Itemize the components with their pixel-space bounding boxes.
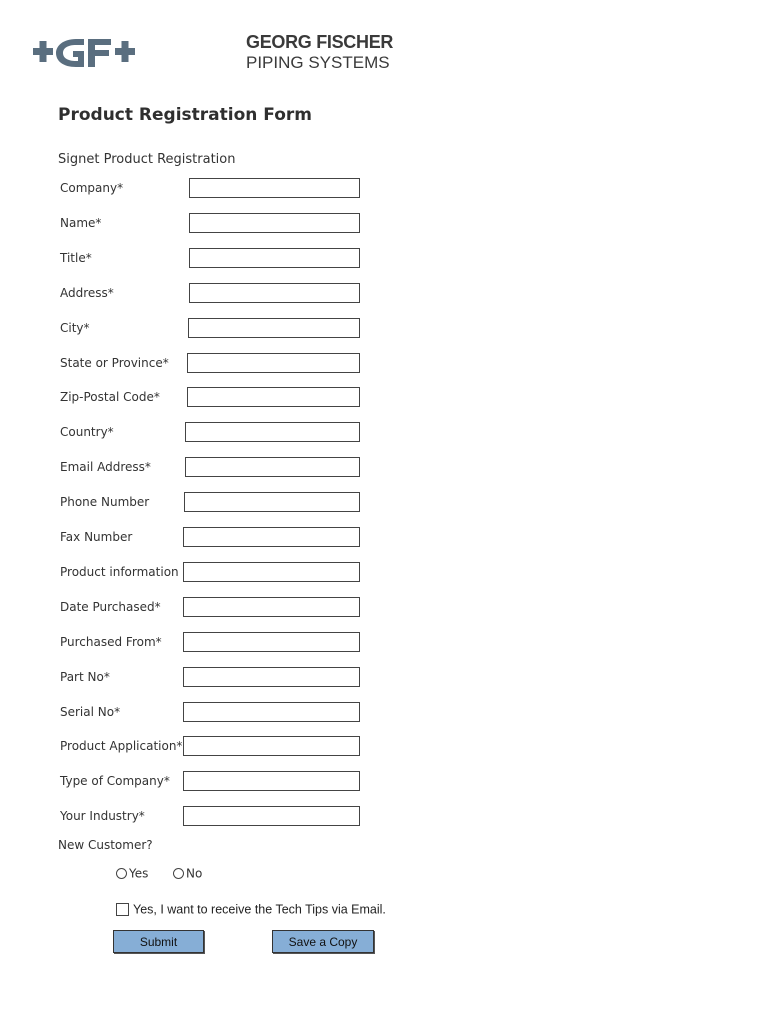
- brand-line-2: PIPING SYSTEMS: [246, 53, 390, 72]
- field-label: Serial No*: [60, 704, 121, 719]
- field-label: Date Purchased*: [60, 599, 161, 614]
- form-row: [60, 702, 360, 724]
- field-input[interactable]: [189, 283, 360, 303]
- new-customer-label: New Customer?: [58, 838, 153, 852]
- form-row: [60, 213, 360, 235]
- field-label: City*: [60, 320, 90, 335]
- field-label: Name*: [60, 215, 102, 230]
- form-row: [60, 353, 360, 375]
- field-input[interactable]: [189, 178, 360, 198]
- field-label: Type of Company*: [60, 774, 170, 789]
- form-row: [60, 318, 360, 340]
- form-row: [60, 736, 360, 758]
- radio-no-option[interactable]: [173, 863, 202, 879]
- form-row: [60, 492, 360, 514]
- form-row: [60, 422, 360, 444]
- field-input[interactable]: [183, 736, 360, 756]
- form-subtitle: Signet Product Registration: [58, 152, 236, 167]
- field-label: Product Application*: [60, 739, 183, 754]
- field-input[interactable]: [185, 422, 360, 442]
- radio-no-label: No: [186, 866, 203, 881]
- field-label: Your Industry*: [60, 809, 145, 824]
- radio-no[interactable]: [173, 868, 184, 879]
- tech-tips-checkbox[interactable]: [116, 903, 129, 916]
- form-row: [60, 248, 360, 270]
- gf-logo: [33, 33, 145, 73]
- field-label: Company*: [60, 181, 124, 195]
- form-row: [60, 457, 360, 479]
- field-label: Title*: [60, 250, 92, 265]
- submit-button[interactable]: Submit: [113, 930, 204, 953]
- field-input[interactable]: [188, 318, 360, 338]
- form-row: [60, 632, 360, 654]
- radio-yes[interactable]: [116, 868, 127, 879]
- field-input[interactable]: [185, 457, 360, 477]
- field-label: Part No*: [60, 669, 110, 684]
- field-label: Email Address*: [60, 460, 151, 475]
- form-row: [60, 667, 360, 689]
- radio-yes-option[interactable]: [116, 863, 148, 879]
- field-label: Product information: [60, 564, 179, 579]
- field-input[interactable]: [183, 562, 360, 582]
- form-row: [60, 283, 360, 305]
- field-label: Address*: [60, 285, 114, 300]
- field-input[interactable]: [187, 387, 360, 407]
- form-row: [60, 562, 360, 584]
- field-label: Zip-Postal Code*: [60, 390, 160, 405]
- radio-yes-label: Yes: [129, 866, 149, 881]
- form-row: [60, 597, 360, 619]
- field-input[interactable]: [183, 771, 360, 791]
- save-copy-button[interactable]: Save a Copy: [272, 930, 374, 953]
- tech-tips-label: Yes, I want to receive the Tech Tips via Email.: [133, 902, 386, 917]
- form-row: [60, 527, 360, 549]
- field-label: Purchased From*: [60, 634, 162, 649]
- field-input[interactable]: [183, 806, 360, 826]
- form-row: [60, 178, 360, 200]
- form-row: [60, 387, 360, 409]
- field-input[interactable]: [183, 667, 360, 687]
- form-row: [60, 806, 360, 828]
- field-label: Fax Number: [60, 530, 133, 544]
- tech-tips-option[interactable]: [116, 899, 386, 917]
- field-label: Country*: [60, 425, 114, 440]
- field-input[interactable]: [183, 702, 360, 722]
- field-label: Phone Number: [60, 495, 150, 510]
- field-label: State or Province*: [60, 355, 169, 370]
- form-row: [60, 771, 360, 793]
- brand-name: [246, 33, 393, 71]
- field-input[interactable]: [187, 353, 360, 373]
- form-title: Product Registration Form: [58, 105, 312, 125]
- field-input[interactable]: [189, 248, 360, 268]
- field-input[interactable]: [183, 632, 360, 652]
- field-input[interactable]: [183, 527, 360, 547]
- field-input[interactable]: [189, 213, 360, 233]
- brand-line-1: GEORG FISCHER: [246, 32, 394, 52]
- field-input[interactable]: [183, 597, 360, 617]
- field-input[interactable]: [184, 492, 360, 512]
